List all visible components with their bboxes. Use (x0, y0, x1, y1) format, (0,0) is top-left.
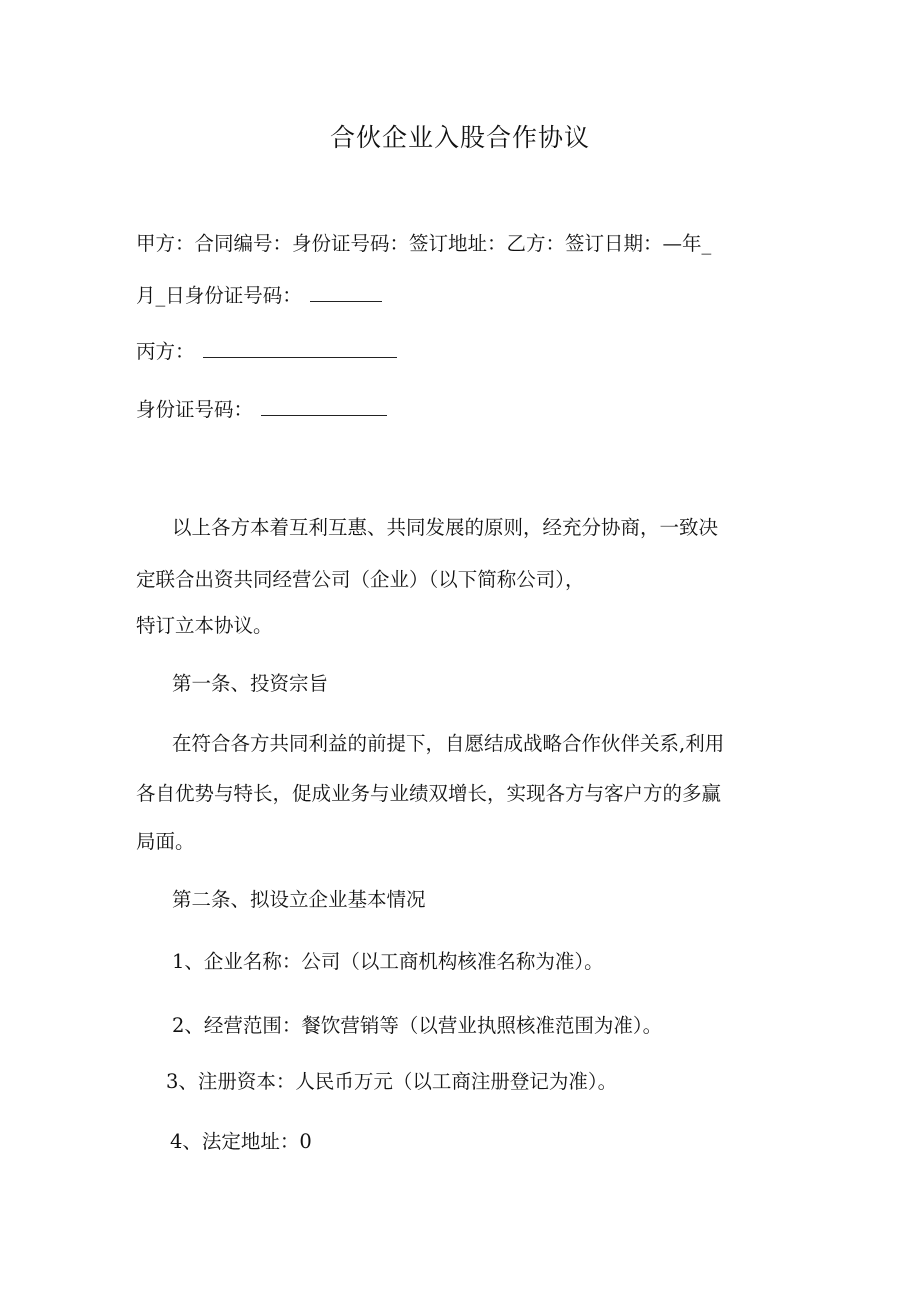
parties-line-2 (136, 280, 796, 312)
article-2-item-3: 3、注册资本：人民币万元（以工商注册登记为准）。 (166, 1070, 618, 1093)
party-c-line (136, 336, 796, 368)
article-2-heading: 第二条、拟设立企业基本情况 (172, 888, 426, 911)
intro-line-3: 特订立本协议。 (136, 614, 273, 637)
party-c-id-label: 身份证号码： (136, 398, 254, 421)
party-c-id-line (136, 394, 796, 426)
intro-line-1: 以上各方本着互利互惠、共同发展的原则，经充分协商，一致决 (172, 516, 719, 539)
parties-line-1: 甲方：合同编号：身份证号码：签订地址：乙方：签订日期：—年_ (136, 232, 712, 255)
id-number-blank (310, 281, 382, 302)
article-2-item-2: 2、经营范围：餐饮营销等（以营业执照核准范围为准）。 (172, 1014, 663, 1037)
article-1-heading: 第一条、投资宗旨 (172, 672, 329, 695)
article-1-line-3: 局面。 (136, 830, 195, 853)
document-title: 合伙企业入股合作协议 (329, 123, 590, 152)
party-c-id-blank (261, 395, 387, 416)
article-2-item-1: 1、企业名称：公司（以工商机构核准名称为准）。 (172, 950, 604, 973)
intro-line-2: 定联合出资共同经营公司（企业）（以下简称公司）， (136, 568, 585, 591)
party-c-blank (203, 337, 397, 358)
id-number-label: 月_日身份证号码： (136, 284, 302, 307)
article-2-item-4: 4、法定地址：0 (170, 1130, 312, 1153)
article-1-line-1: 在符合各方共同利益的前提下，自愿结成战略合作伙伴关系,利用 (172, 732, 725, 755)
article-1-line-2: 各自优势与特长，促成业务与业绩双增长，实现各方与客户方的多赢 (136, 782, 722, 805)
party-c-label: 丙方： (136, 340, 195, 363)
